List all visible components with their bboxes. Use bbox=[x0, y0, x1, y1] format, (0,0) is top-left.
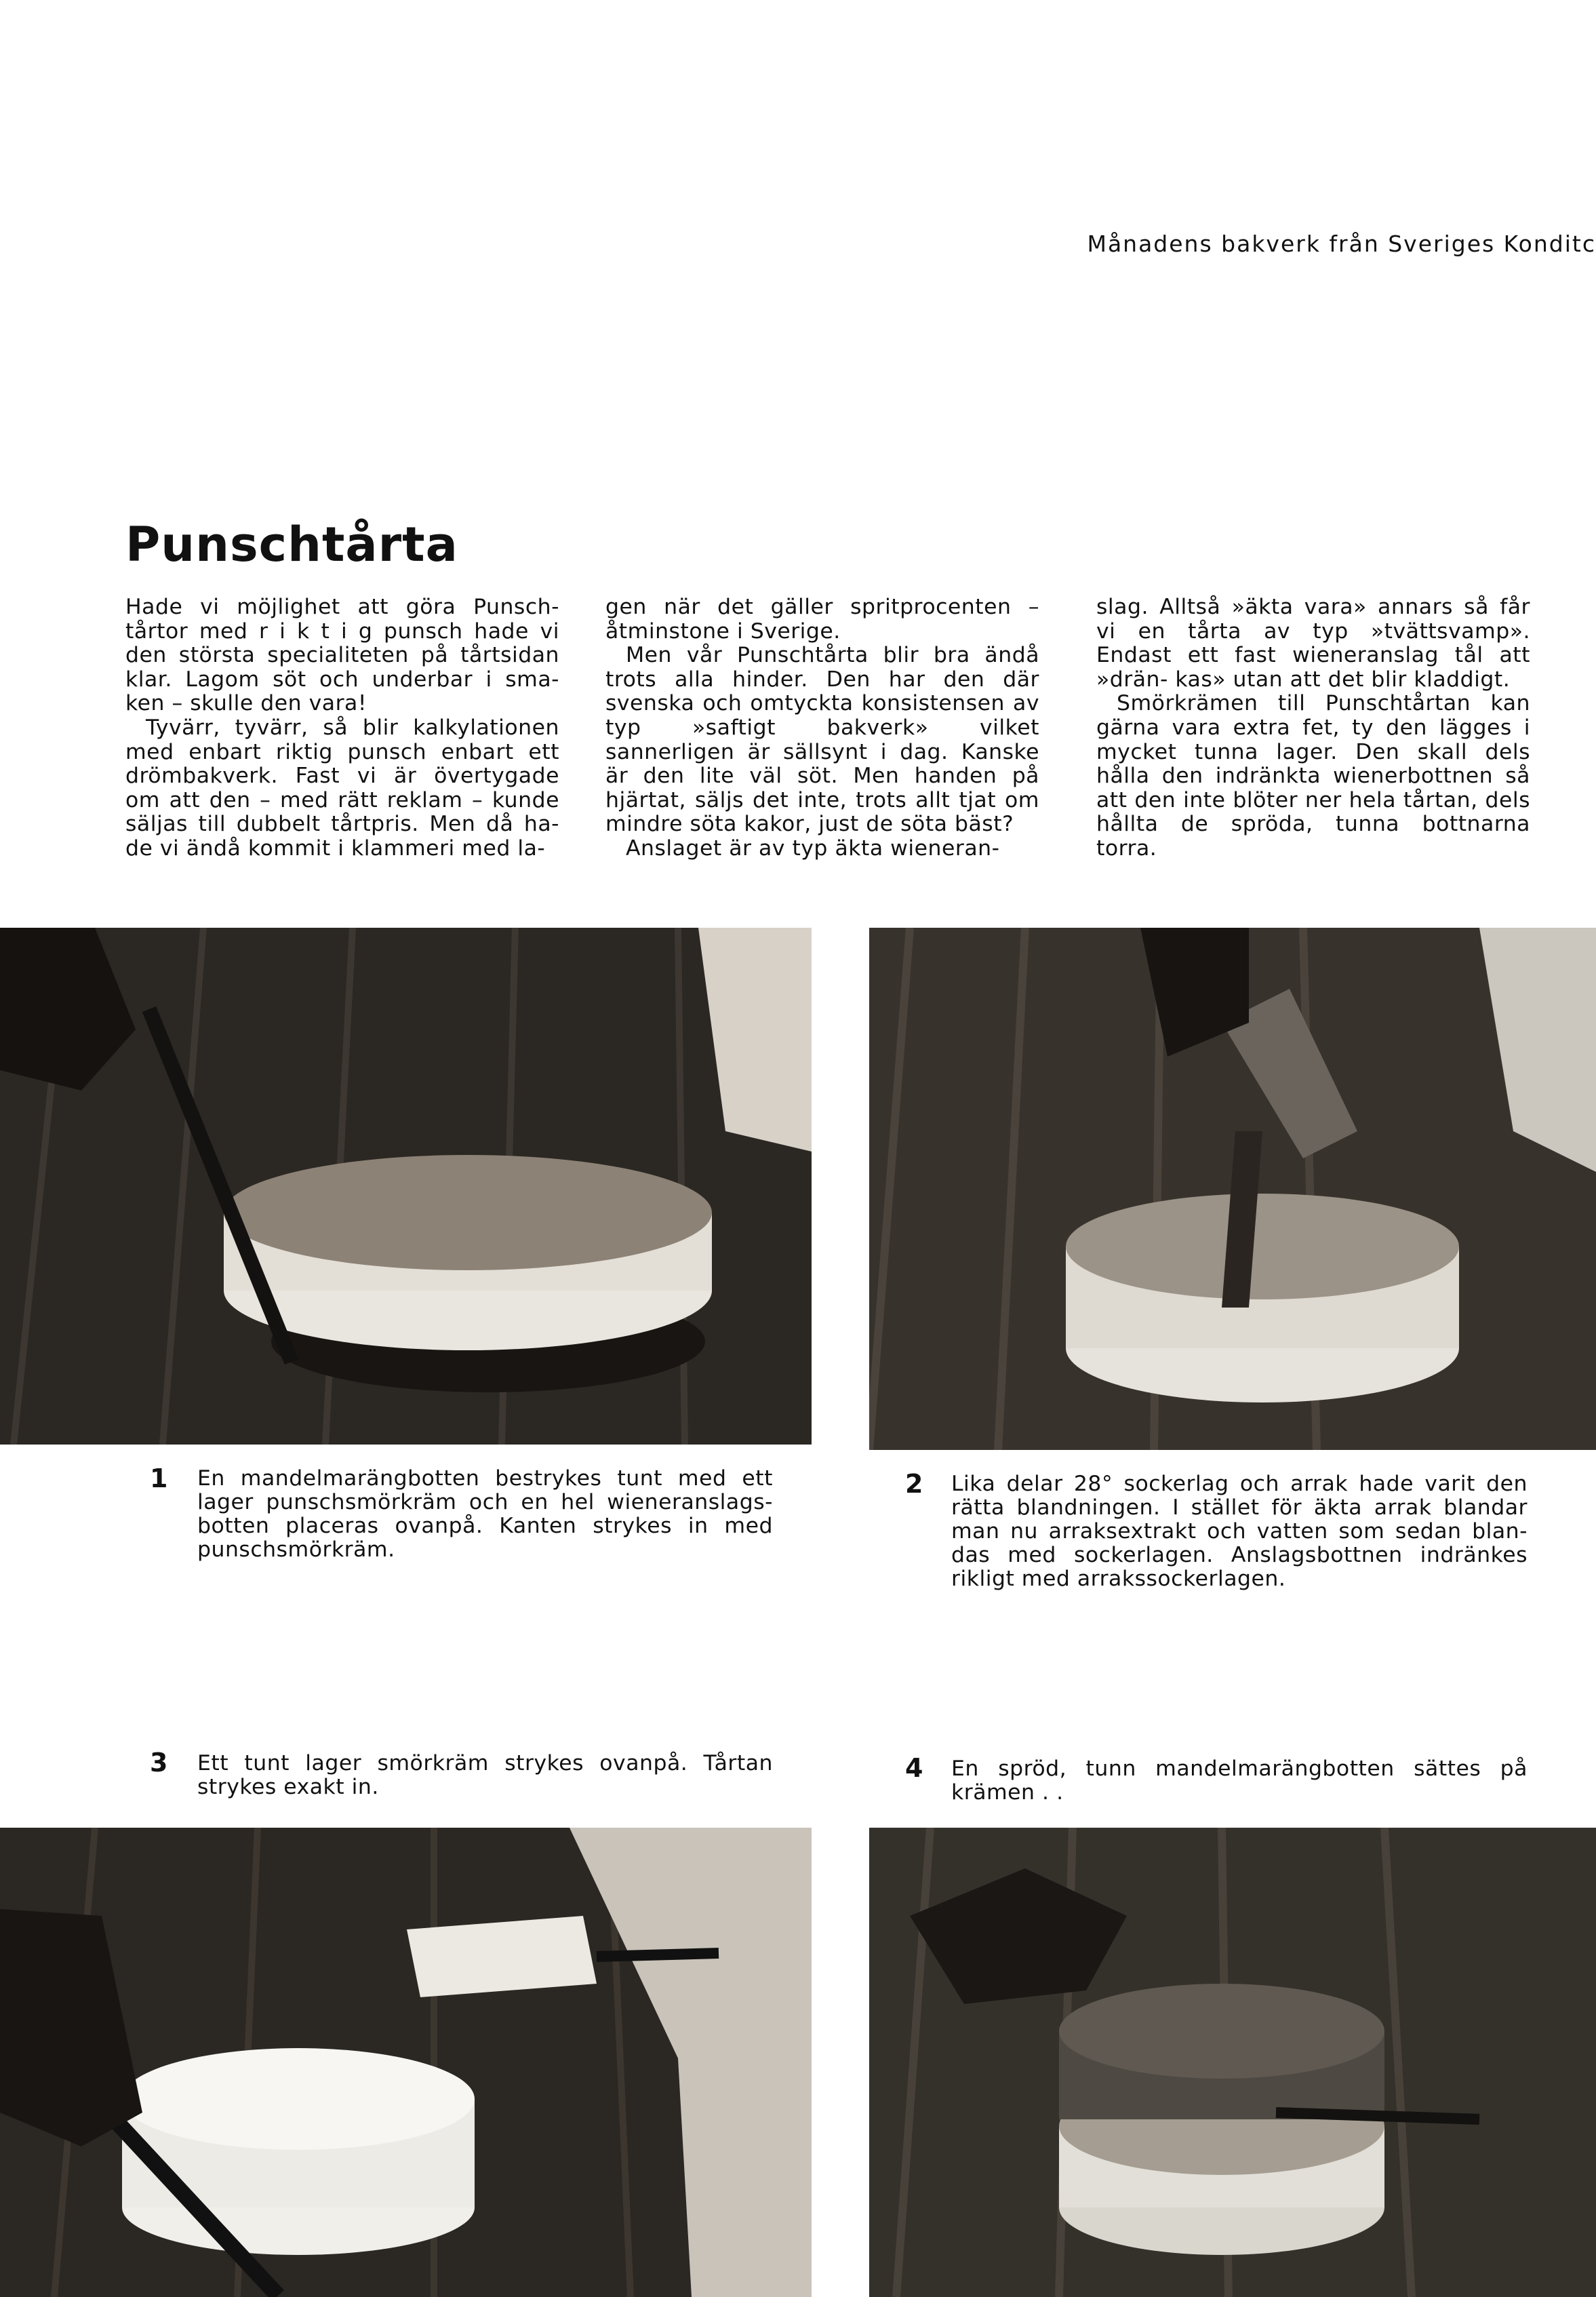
paragraph: Men vår Punschtårta blir bra ändå trots alla hinder. Den har den där svenska och omtyckta konsistensen av typ »saftigt bakverk» vilket sannerligen är sällsynt i dag. Kanske är den lite väl söt. Men handen på hjärtat, säljs det inte, trots allt tjat om mindre söta kakor, just de söta bäst? bbox=[605, 643, 1039, 837]
paragraph: slag. Alltså »äkta vara» annars så får vi en tårta av typ »tvättsvamp». Endast ett fast wieneranslag tål att »drän- kas» utan att det blir kladdigt. bbox=[1096, 595, 1530, 692]
photo-step-4 bbox=[869, 1828, 1596, 2297]
text-column-1 bbox=[125, 595, 559, 861]
photo-step-1 bbox=[0, 928, 812, 1445]
paragraph: Anslaget är av typ äkta wieneran- bbox=[626, 836, 1000, 861]
paragraph: gen när det gäller spritprocenten – åtminstone i Sverige. bbox=[605, 595, 1039, 644]
text-column-3 bbox=[1096, 595, 1530, 861]
article-title: Punschtårta bbox=[125, 517, 458, 572]
paragraph: Smörkrämen till Punschtårtan kan gärna vara extra fet, ty den lägges i mycket tunna lager. Den skall dels hålla den indränkta wienerbottnen så att den inte blöter ner hela tårtan, dels hållta de spröda, tunna bottnarna torra. bbox=[1096, 691, 1530, 861]
step-number-1: 1 bbox=[150, 1464, 168, 1493]
step-caption-1: En mandelmarängbotten bestrykes tunt med ett lager punschsmörkräm och en hel wieneranslags- botten placeras ovanpå. Kanten strykes in med punschsmörkräm. bbox=[197, 1466, 773, 1562]
step-number-3: 3 bbox=[150, 1748, 168, 1778]
step-caption-3: Ett tunt lager smörkräm strykes ovanpå. Tårtan strykes exakt in. bbox=[197, 1751, 773, 1799]
page-header: Månadens bakverk från Sveriges Konditc bbox=[1087, 231, 1596, 257]
paragraph: Hade vi möjlighet att göra Punsch- tårtor med r i k t i g punsch hade vi den största specialiteten på tårtsidan klar. Lagom söt och underbar i sma- ken – skulle den vara! bbox=[125, 595, 559, 716]
photo-step-3 bbox=[0, 1828, 812, 2297]
paragraph: Tyvärr, tyvärr, så blir kalkylationen med enbart riktig punsch enbart ett drömbakverk. Fast vi är övertygade om att den – med rätt reklam – kunde säljas till dubbelt tårtpris. Men då ha- de vi ändå kommit i klammeri med la- bbox=[125, 715, 559, 861]
step-caption-4: En spröd, tunn mandelmarängbotten sättes på krämen . . bbox=[951, 1756, 1528, 1805]
step-number-4: 4 bbox=[905, 1753, 923, 1783]
text-column-2 bbox=[605, 595, 1039, 861]
step-caption-2: Lika delar 28° sockerlag och arrak hade varit den rätta blandningen. I stället för äkta arrak blandar man nu arraksextrakt och vatten som sedan blan- das med sockerlagen. Anslagsbottnen indränkes rikligt med arrakssockerlagen. bbox=[951, 1472, 1528, 1591]
photo-step-2 bbox=[869, 928, 1596, 1450]
step-number-2: 2 bbox=[905, 1469, 923, 1499]
